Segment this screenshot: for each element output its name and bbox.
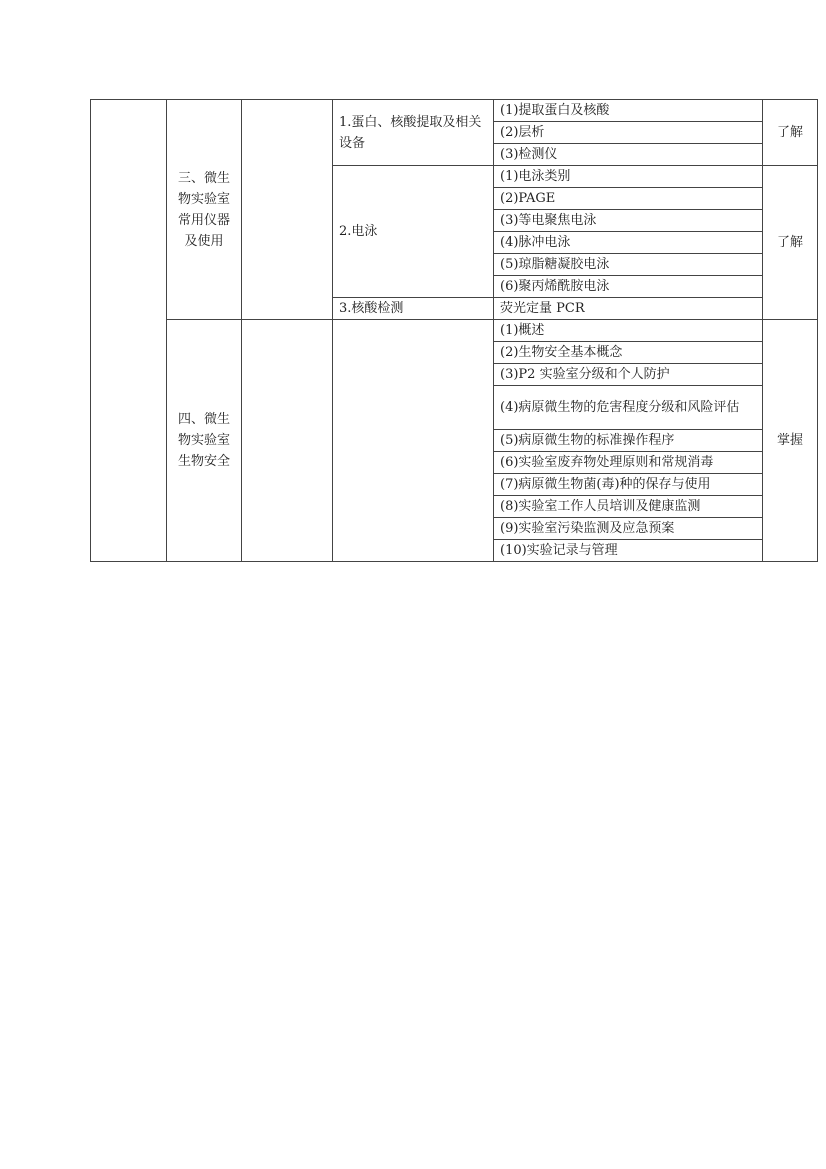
item-cell: (1)电泳类别	[494, 166, 763, 188]
item-cell: (1)概述	[494, 320, 763, 342]
item-cell: (6)实验室废弃物处理原则和常规消毒	[494, 452, 763, 474]
blank-cell	[242, 100, 333, 320]
unit-cell: 四、微生物实验室生物安全	[167, 320, 242, 562]
level-cell: 了解	[763, 166, 818, 320]
item-cell: (7)病原微生物菌(毒)种的保存与使用	[494, 474, 763, 496]
item-cell: (1)提取蛋白及核酸	[494, 100, 763, 122]
item-cell: (3)P2 实验室分级和个人防护	[494, 364, 763, 386]
topic-cell: 3.核酸检测	[333, 298, 494, 320]
item-cell: (10)实验记录与管理	[494, 540, 763, 562]
level-cell: 掌握	[763, 320, 818, 562]
table-row	[91, 320, 818, 342]
item-cell: (2)PAGE	[494, 188, 763, 210]
item-cell: (9)实验室污染监测及应急预案	[494, 518, 763, 540]
category-cell	[91, 100, 167, 562]
item-cell: (2)生物安全基本概念	[494, 342, 763, 364]
item-cell: (2)层析	[494, 122, 763, 144]
item-cell: (8)实验室工作人员培训及健康监测	[494, 496, 763, 518]
topic-cell: 1.蛋白、核酸提取及相关设备	[333, 100, 494, 166]
item-cell: (6)聚丙烯酰胺电泳	[494, 276, 763, 298]
item-cell: 荧光定量 PCR	[494, 298, 763, 320]
level-cell: 了解	[763, 100, 818, 166]
table-row	[91, 100, 818, 122]
unit-cell: 三、微生物实验室常用仪器及使用	[167, 100, 242, 320]
item-cell: (4)脉冲电泳	[494, 232, 763, 254]
topic-cell: 2.电泳	[333, 166, 494, 298]
item-cell: (3)等电聚焦电泳	[494, 210, 763, 232]
blank-cell	[242, 320, 333, 562]
item-cell: (4)病原微生物的危害程度分级和风险评估	[494, 386, 763, 430]
syllabus-table	[90, 99, 818, 562]
item-cell: (5)琼脂糖凝胶电泳	[494, 254, 763, 276]
topic-cell	[333, 320, 494, 562]
item-cell: (3)检测仪	[494, 144, 763, 166]
item-cell: (5)病原微生物的标准操作程序	[494, 430, 763, 452]
